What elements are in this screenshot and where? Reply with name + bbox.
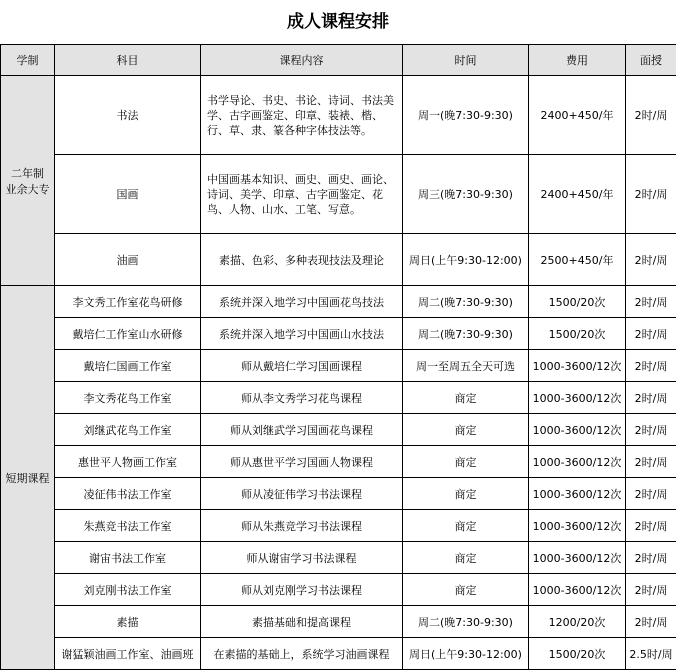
fee-cell: 1000-3600/12次: [529, 414, 626, 446]
subject-cell: 李文秀工作室花鸟研修: [55, 286, 201, 318]
hours-cell: 2时/周: [626, 606, 676, 638]
content-cell: 师从惠世平学习国画人物课程: [201, 446, 403, 478]
time-cell: 商定: [403, 542, 529, 574]
time-cell: 周日(上午9:30-12:00): [403, 234, 529, 286]
subject-cell: 国画: [55, 155, 201, 234]
content-cell: 师从李文秀学习花鸟课程: [201, 382, 403, 414]
time-cell: 周一(晚7:30-9:30): [403, 76, 529, 155]
fee-cell: 1500/20次: [529, 286, 626, 318]
time-cell: 周一至周五全天可选: [403, 350, 529, 382]
subject-cell: 素描: [55, 606, 201, 638]
content-cell: 师从戴培仁学习国画课程: [201, 350, 403, 382]
table-row: [1, 155, 676, 234]
table-row: [1, 574, 676, 606]
table-row: [1, 446, 676, 478]
table-row: [1, 414, 676, 446]
table-row: [1, 478, 676, 510]
table-row: [1, 606, 676, 638]
subject-cell: 惠世平人物画工作室: [55, 446, 201, 478]
table-row: [1, 638, 676, 670]
content-cell: 师从谢宙学习书法课程: [201, 542, 403, 574]
content-cell: 师从刘继武学习国画花鸟课程: [201, 414, 403, 446]
content-cell: 素描、色彩、多种表现技法及理论: [201, 234, 403, 286]
subject-cell: 朱燕竞书法工作室: [55, 510, 201, 542]
subject-cell: 凌征伟书法工作室: [55, 478, 201, 510]
time-cell: 商定: [403, 414, 529, 446]
content-cell: 师从朱燕竞学习书法课程: [201, 510, 403, 542]
hours-cell: 2时/周: [626, 478, 676, 510]
time-cell: 周二(晚7:30-9:30): [403, 318, 529, 350]
fee-cell: 2500+450/年: [529, 234, 626, 286]
header-hours: 面授: [626, 45, 676, 76]
hours-cell: 2.5时/周: [626, 638, 676, 670]
table-row: [1, 76, 676, 155]
content-cell: 中国画基本知识、画史、画史、画论、诗词、美学、印章、古字画鉴定、花鸟、人物、山水、工笔、写意。: [201, 155, 403, 234]
hours-cell: 2时/周: [626, 76, 676, 155]
table-header-row: [1, 45, 676, 76]
header-content: 课程内容: [201, 45, 403, 76]
subject-cell: 李文秀花鸟工作室: [55, 382, 201, 414]
time-cell: 周二(晚7:30-9:30): [403, 606, 529, 638]
content-cell: 系统并深入地学习中国画山水技法: [201, 318, 403, 350]
fee-cell: 1000-3600/12次: [529, 542, 626, 574]
header-subject: 科目: [55, 45, 201, 76]
header-system: 学制: [1, 45, 55, 76]
fee-cell: 1200/20次: [529, 606, 626, 638]
subject-cell: 戴培仁国画工作室: [55, 350, 201, 382]
time-cell: 周二(晚7:30-9:30): [403, 286, 529, 318]
subject-cell: 油画: [55, 234, 201, 286]
time-cell: 商定: [403, 510, 529, 542]
subject-cell: 戴培仁工作室山水研修: [55, 318, 201, 350]
category-two-year: 二年制 业余大专: [1, 76, 55, 286]
subject-cell: 刘克刚书法工作室: [55, 574, 201, 606]
subject-cell: 刘继武花鸟工作室: [55, 414, 201, 446]
table-row: [1, 234, 676, 286]
content-cell: 在素描的基础上，系统学习油画课程: [201, 638, 403, 670]
hours-cell: 2时/周: [626, 155, 676, 234]
time-cell: 商定: [403, 478, 529, 510]
fee-cell: 2400+450/年: [529, 155, 626, 234]
hours-cell: 2时/周: [626, 234, 676, 286]
hours-cell: 2时/周: [626, 542, 676, 574]
time-cell: 周三(晚7:30-9:30): [403, 155, 529, 234]
course-schedule-table: [0, 44, 676, 670]
time-cell: 周日(上午9:30-12:00): [403, 638, 529, 670]
table-row: [1, 350, 676, 382]
table-row: [1, 510, 676, 542]
category-short-term: 短期课程: [1, 286, 55, 670]
hours-cell: 2时/周: [626, 318, 676, 350]
table-row: [1, 286, 676, 318]
table-row: [1, 382, 676, 414]
table-row: [1, 542, 676, 574]
content-cell: 系统并深入地学习中国画花鸟技法: [201, 286, 403, 318]
fee-cell: 1000-3600/12次: [529, 510, 626, 542]
content-cell: 师从刘克刚学习书法课程: [201, 574, 403, 606]
time-cell: 商定: [403, 382, 529, 414]
subject-cell: 谢宙书法工作室: [55, 542, 201, 574]
subject-cell: 谢猛颖油画工作室、油画班: [55, 638, 201, 670]
fee-cell: 1500/20次: [529, 318, 626, 350]
hours-cell: 2时/周: [626, 414, 676, 446]
fee-cell: 1000-3600/12次: [529, 350, 626, 382]
fee-cell: 1500/20次: [529, 638, 626, 670]
content-cell: 书学导论、书史、书论、诗词、书法美学、古字画鉴定、印章、装裱、楷、行、草、隶、篆各种字体技法等。: [201, 76, 403, 155]
hours-cell: 2时/周: [626, 350, 676, 382]
fee-cell: 1000-3600/12次: [529, 446, 626, 478]
fee-cell: 2400+450/年: [529, 76, 626, 155]
header-time: 时间: [403, 45, 529, 76]
header-fee: 费用: [529, 45, 626, 76]
hours-cell: 2时/周: [626, 286, 676, 318]
content-cell: 素描基础和提高课程: [201, 606, 403, 638]
hours-cell: 2时/周: [626, 446, 676, 478]
fee-cell: 1000-3600/12次: [529, 478, 626, 510]
hours-cell: 2时/周: [626, 574, 676, 606]
table-row: [1, 318, 676, 350]
fee-cell: 1000-3600/12次: [529, 574, 626, 606]
subject-cell: 书法: [55, 76, 201, 155]
hours-cell: 2时/周: [626, 382, 676, 414]
time-cell: 商定: [403, 446, 529, 478]
content-cell: 师从凌征伟学习书法课程: [201, 478, 403, 510]
hours-cell: 2时/周: [626, 510, 676, 542]
page-title: 成人课程安排: [287, 12, 389, 32]
time-cell: 商定: [403, 574, 529, 606]
fee-cell: 1000-3600/12次: [529, 382, 626, 414]
